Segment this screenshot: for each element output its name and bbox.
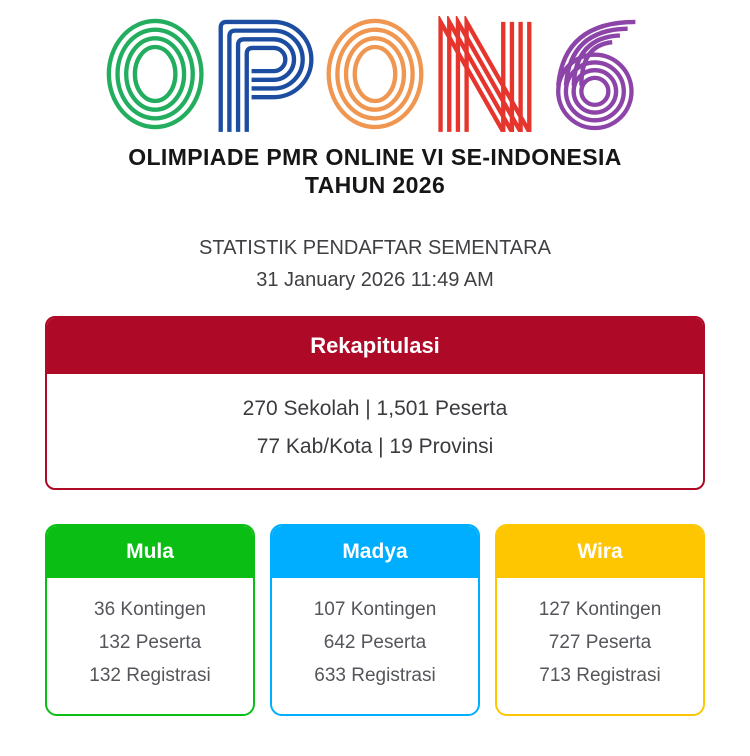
- stat-line-registrasi: 633 Registrasi: [314, 665, 436, 686]
- stat-line-peserta: 132 Peserta: [98, 632, 202, 653]
- category-body-wira: [497, 578, 703, 714]
- category-header-madya: Madya: [272, 526, 478, 578]
- category-header-wira: Wira: [497, 526, 703, 578]
- rekap-stat-line-1: 270 Sekolah | 1,501 Peserta: [242, 397, 508, 420]
- logo-letter-p-blue: [221, 22, 312, 132]
- rekapitulasi-body: [47, 374, 703, 488]
- category-body-mula: [47, 578, 253, 714]
- logo-container: [45, 16, 705, 137]
- stat-line-registrasi: 713 Registrasi: [539, 665, 661, 686]
- category-card-madya: [270, 524, 480, 716]
- stat-line-kontingen: 127 Kontingen: [538, 599, 662, 620]
- event-title: [45, 143, 705, 199]
- rekapitulasi-card: [45, 316, 705, 490]
- stat-line-kontingen: 36 Kontingen: [94, 599, 206, 620]
- category-card-mula: [45, 524, 255, 716]
- rekap-stat-line-2: 77 Kab/Kota | 19 Provinsi: [256, 435, 494, 458]
- stat-line-peserta: 727 Peserta: [548, 632, 652, 653]
- stat-line-kontingen: 107 Kontingen: [313, 599, 437, 620]
- stat-line-registrasi: 132 Registrasi: [89, 665, 211, 686]
- logo-letter-6-purple: [558, 22, 635, 128]
- rekapitulasi-header: Rekapitulasi: [47, 318, 703, 374]
- event-title-line1: OLIMPIADE PMR ONLINE VI SE-INDONESIA: [128, 144, 622, 170]
- logo-letter-o-green: [109, 21, 202, 127]
- logo-letter-n-red: [441, 22, 530, 132]
- category-body-madya: [272, 578, 478, 714]
- category-cards-row: [45, 524, 705, 716]
- opong-logo: [105, 16, 645, 132]
- category-header-mula: Mula: [47, 526, 253, 578]
- category-card-wira: [495, 524, 705, 716]
- content-column: [45, 16, 705, 716]
- stat-line-peserta: 642 Peserta: [323, 632, 427, 653]
- event-title-line2: TAHUN 2026: [304, 172, 446, 198]
- timestamp: 31 January 2026 11:49 AM: [256, 269, 494, 291]
- logo-letter-o-orange: [329, 21, 422, 127]
- statistics-heading: STATISTIK PENDAFTAR SEMENTARA: [199, 237, 551, 259]
